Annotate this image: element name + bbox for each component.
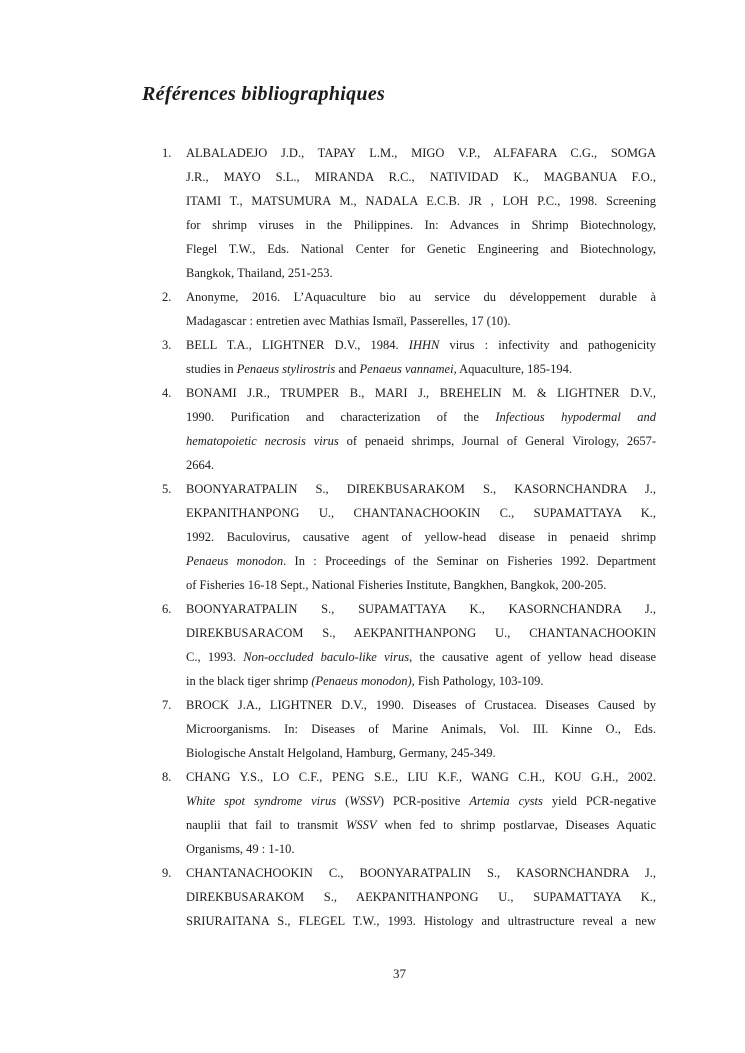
reference-item (162, 765, 656, 861)
reference-item (162, 477, 656, 597)
text-run: when fed to shrimp postlarvae, Diseases Aquatic (376, 818, 657, 832)
italic-text-run: Artemia cysts (469, 794, 543, 808)
text-run: Fish Pathology, 103-109. (414, 674, 544, 688)
reference-number: 4. (162, 386, 172, 400)
text-run: J.R., MAYO S.L., MIRANDA R.C., NATIVIDAD K., MAGBANUA F.O., (186, 170, 656, 184)
text-run: , Aquaculture, 185-194. (453, 362, 572, 376)
text-run: ITAMI T., MATSUMURA M., NADALA E.C.B. JR , LOH P.C., 1998. Screening (186, 194, 656, 208)
text-run: Bangkok, Thailand, 251-253. (186, 266, 333, 280)
reference-number: 9. (162, 866, 172, 880)
text-run: of Fisheries 16-18 Sept., National Fisheries Institute, Bangkhen, Bangkok, 200-205. (186, 578, 607, 592)
reference-text (186, 285, 656, 333)
italic-text-run: White spot syndrome virus (186, 794, 337, 808)
reference-line (186, 381, 656, 405)
text-run: SRIURAITANA S., FLEGEL T.W., 1993. Histology and ultrastructure reveal a new (186, 914, 656, 928)
reference-line (186, 645, 656, 669)
reference-number: 6. (162, 602, 172, 616)
text-run: Biologische Anstalt Helgoland, Hamburg, Germany, 245-349. (186, 746, 496, 760)
text-run: BROCK J.A., LIGHTNER D.V., 1990. Diseases of Crustacea. Diseases Caused by (186, 698, 656, 712)
page-number: 37 (393, 966, 406, 981)
reference-item (162, 141, 656, 285)
text-run: Organisms, 49 : 1-10. (186, 842, 295, 856)
text-run: DIREKBUSARACOM S., AEKPANITHANPONG U., CHANTANACHOOKIN (186, 626, 656, 640)
reference-line (186, 885, 656, 909)
italic-text-run: WSSV (349, 794, 380, 808)
reference-line (186, 189, 656, 213)
reference-line (186, 141, 656, 165)
reference-number: 2. (162, 290, 172, 304)
reference-item (162, 333, 656, 381)
reference-line (186, 525, 656, 549)
text-run: studies in (186, 362, 237, 376)
reference-number: 7. (162, 698, 172, 712)
text-run: BELL T.A., LIGHTNER D.V., 1984. (186, 338, 409, 352)
reference-text (186, 861, 656, 933)
reference-text (186, 141, 656, 285)
reference-line (186, 237, 656, 261)
reference-item (162, 285, 656, 333)
text-run: 2664. (186, 458, 215, 472)
reference-number: 1. (162, 146, 172, 160)
reference-text (186, 333, 656, 381)
text-run: BOONYARATPALIN S., SUPAMATTAYA K., KASORNCHANDRA J., (186, 602, 656, 616)
reference-line (186, 765, 656, 789)
text-run: ALBALADEJO J.D., TAPAY L.M., MIGO V.P., ALFAFARA C.G., SOMGA (186, 146, 656, 160)
reference-line (186, 213, 656, 237)
reference-line (186, 741, 656, 765)
text-run: Anonyme, 2016. L’Aquaculture bio au service du développement durable à (186, 290, 656, 304)
text-run: . In : Proceedings of the Seminar on Fisheries 1992. Department (283, 554, 656, 568)
reference-line (186, 549, 656, 573)
text-run: CHANTANACHOOKIN C., BOONYARATPALIN S., KASORNCHANDRA J., (186, 866, 656, 880)
text-run: ( (336, 794, 350, 808)
page-title: Références bibliographiques (142, 83, 386, 105)
reference-number: 8. (162, 770, 172, 784)
text-run: Microorganisms. In: Diseases of Marine Animals, Vol. III. Kinne O., Eds. (186, 722, 656, 736)
text-run: 1990. Purification and characterization of the (186, 410, 496, 424)
references-list (162, 141, 656, 933)
italic-text-run: (Penaeus monodon), (311, 674, 415, 688)
text-run: ) PCR-positive (379, 794, 470, 808)
reference-line (186, 333, 656, 357)
reference-line (186, 789, 656, 813)
reference-item (162, 381, 656, 477)
reference-line (186, 357, 656, 381)
text-run: yield PCR-negative (542, 794, 656, 808)
reference-number: 5. (162, 482, 172, 496)
reference-line (186, 837, 656, 861)
text-run: of penaeid shrimps, Journal of General Virology, 2657- (338, 434, 656, 448)
reference-text (186, 381, 656, 477)
italic-text-run: WSSV (346, 818, 377, 832)
reference-line (186, 261, 656, 285)
reference-line (186, 909, 656, 933)
reference-line (186, 597, 656, 621)
text-run: for shrimp viruses in the Philippines. In: Advances in Shrimp Biotechnology, (186, 218, 656, 232)
italic-text-run: hematopoietic necrosis virus (186, 434, 339, 448)
italic-text-run: Penaeus vannamei (359, 362, 454, 376)
reference-line (186, 861, 656, 885)
text-run: BOONYARATPALIN S., DIREKBUSARAKOM S., KASORNCHANDRA J., (186, 482, 656, 496)
reference-line (186, 717, 656, 741)
reference-item (162, 861, 656, 933)
text-run: nauplii that fail to transmit (186, 818, 346, 832)
text-run: CHANG Y.S., LO C.F., PENG S.E., LIU K.F., WANG C.H., KOU G.H., 2002. (186, 770, 656, 784)
text-run: in the black tiger shrimp (186, 674, 312, 688)
reference-line (186, 429, 656, 453)
italic-text-run: Infectious hypodermal and (495, 410, 656, 424)
reference-line (186, 453, 656, 477)
reference-line (186, 813, 656, 837)
reference-text (186, 765, 656, 861)
text-run: C., 1993. (186, 650, 244, 664)
text-run: Madagascar : entretien avec Mathias Ismaïl, Passerelles, 17 (10). (186, 314, 511, 328)
reference-line (186, 621, 656, 645)
reference-line (186, 309, 656, 333)
reference-line (186, 573, 656, 597)
text-run: EKPANITHANPONG U., CHANTANACHOOKIN C., SUPAMATTAYA K., (186, 506, 656, 520)
reference-text (186, 477, 656, 597)
reference-line (186, 501, 656, 525)
italic-text-run: Penaeus stylirostris (236, 362, 336, 376)
reference-line (186, 405, 656, 429)
italic-text-run: IHHN (408, 338, 440, 352)
text-run: 1992. Baculovirus, causative agent of yellow-head disease in penaeid shrimp (186, 530, 656, 544)
reference-number: 3. (162, 338, 172, 352)
reference-text (186, 597, 656, 693)
italic-text-run: Non-occluded baculo-like virus (243, 650, 410, 664)
text-run: DIREKBUSARAKOM S., AEKPANITHANPONG U., SUPAMATTAYA K., (186, 890, 656, 904)
text-run: , the causative agent of yellow head disease (409, 650, 657, 664)
reference-line (186, 285, 656, 309)
reference-line (186, 477, 656, 501)
reference-text (186, 693, 656, 765)
text-run: and (335, 362, 360, 376)
text-run: virus : infectivity and pathogenicity (439, 338, 656, 352)
reference-line (186, 669, 656, 693)
text-run: Flegel T.W., Eds. National Center for Genetic Engineering and Biotechnology, (186, 242, 656, 256)
reference-item (162, 597, 656, 693)
text-run: BONAMI J.R., TRUMPER B., MARI J., BREHELIN M. & LIGHTNER D.V., (186, 386, 656, 400)
italic-text-run: Penaeus monodon (186, 554, 284, 568)
reference-line (186, 165, 656, 189)
reference-item (162, 693, 656, 765)
reference-line (186, 693, 656, 717)
